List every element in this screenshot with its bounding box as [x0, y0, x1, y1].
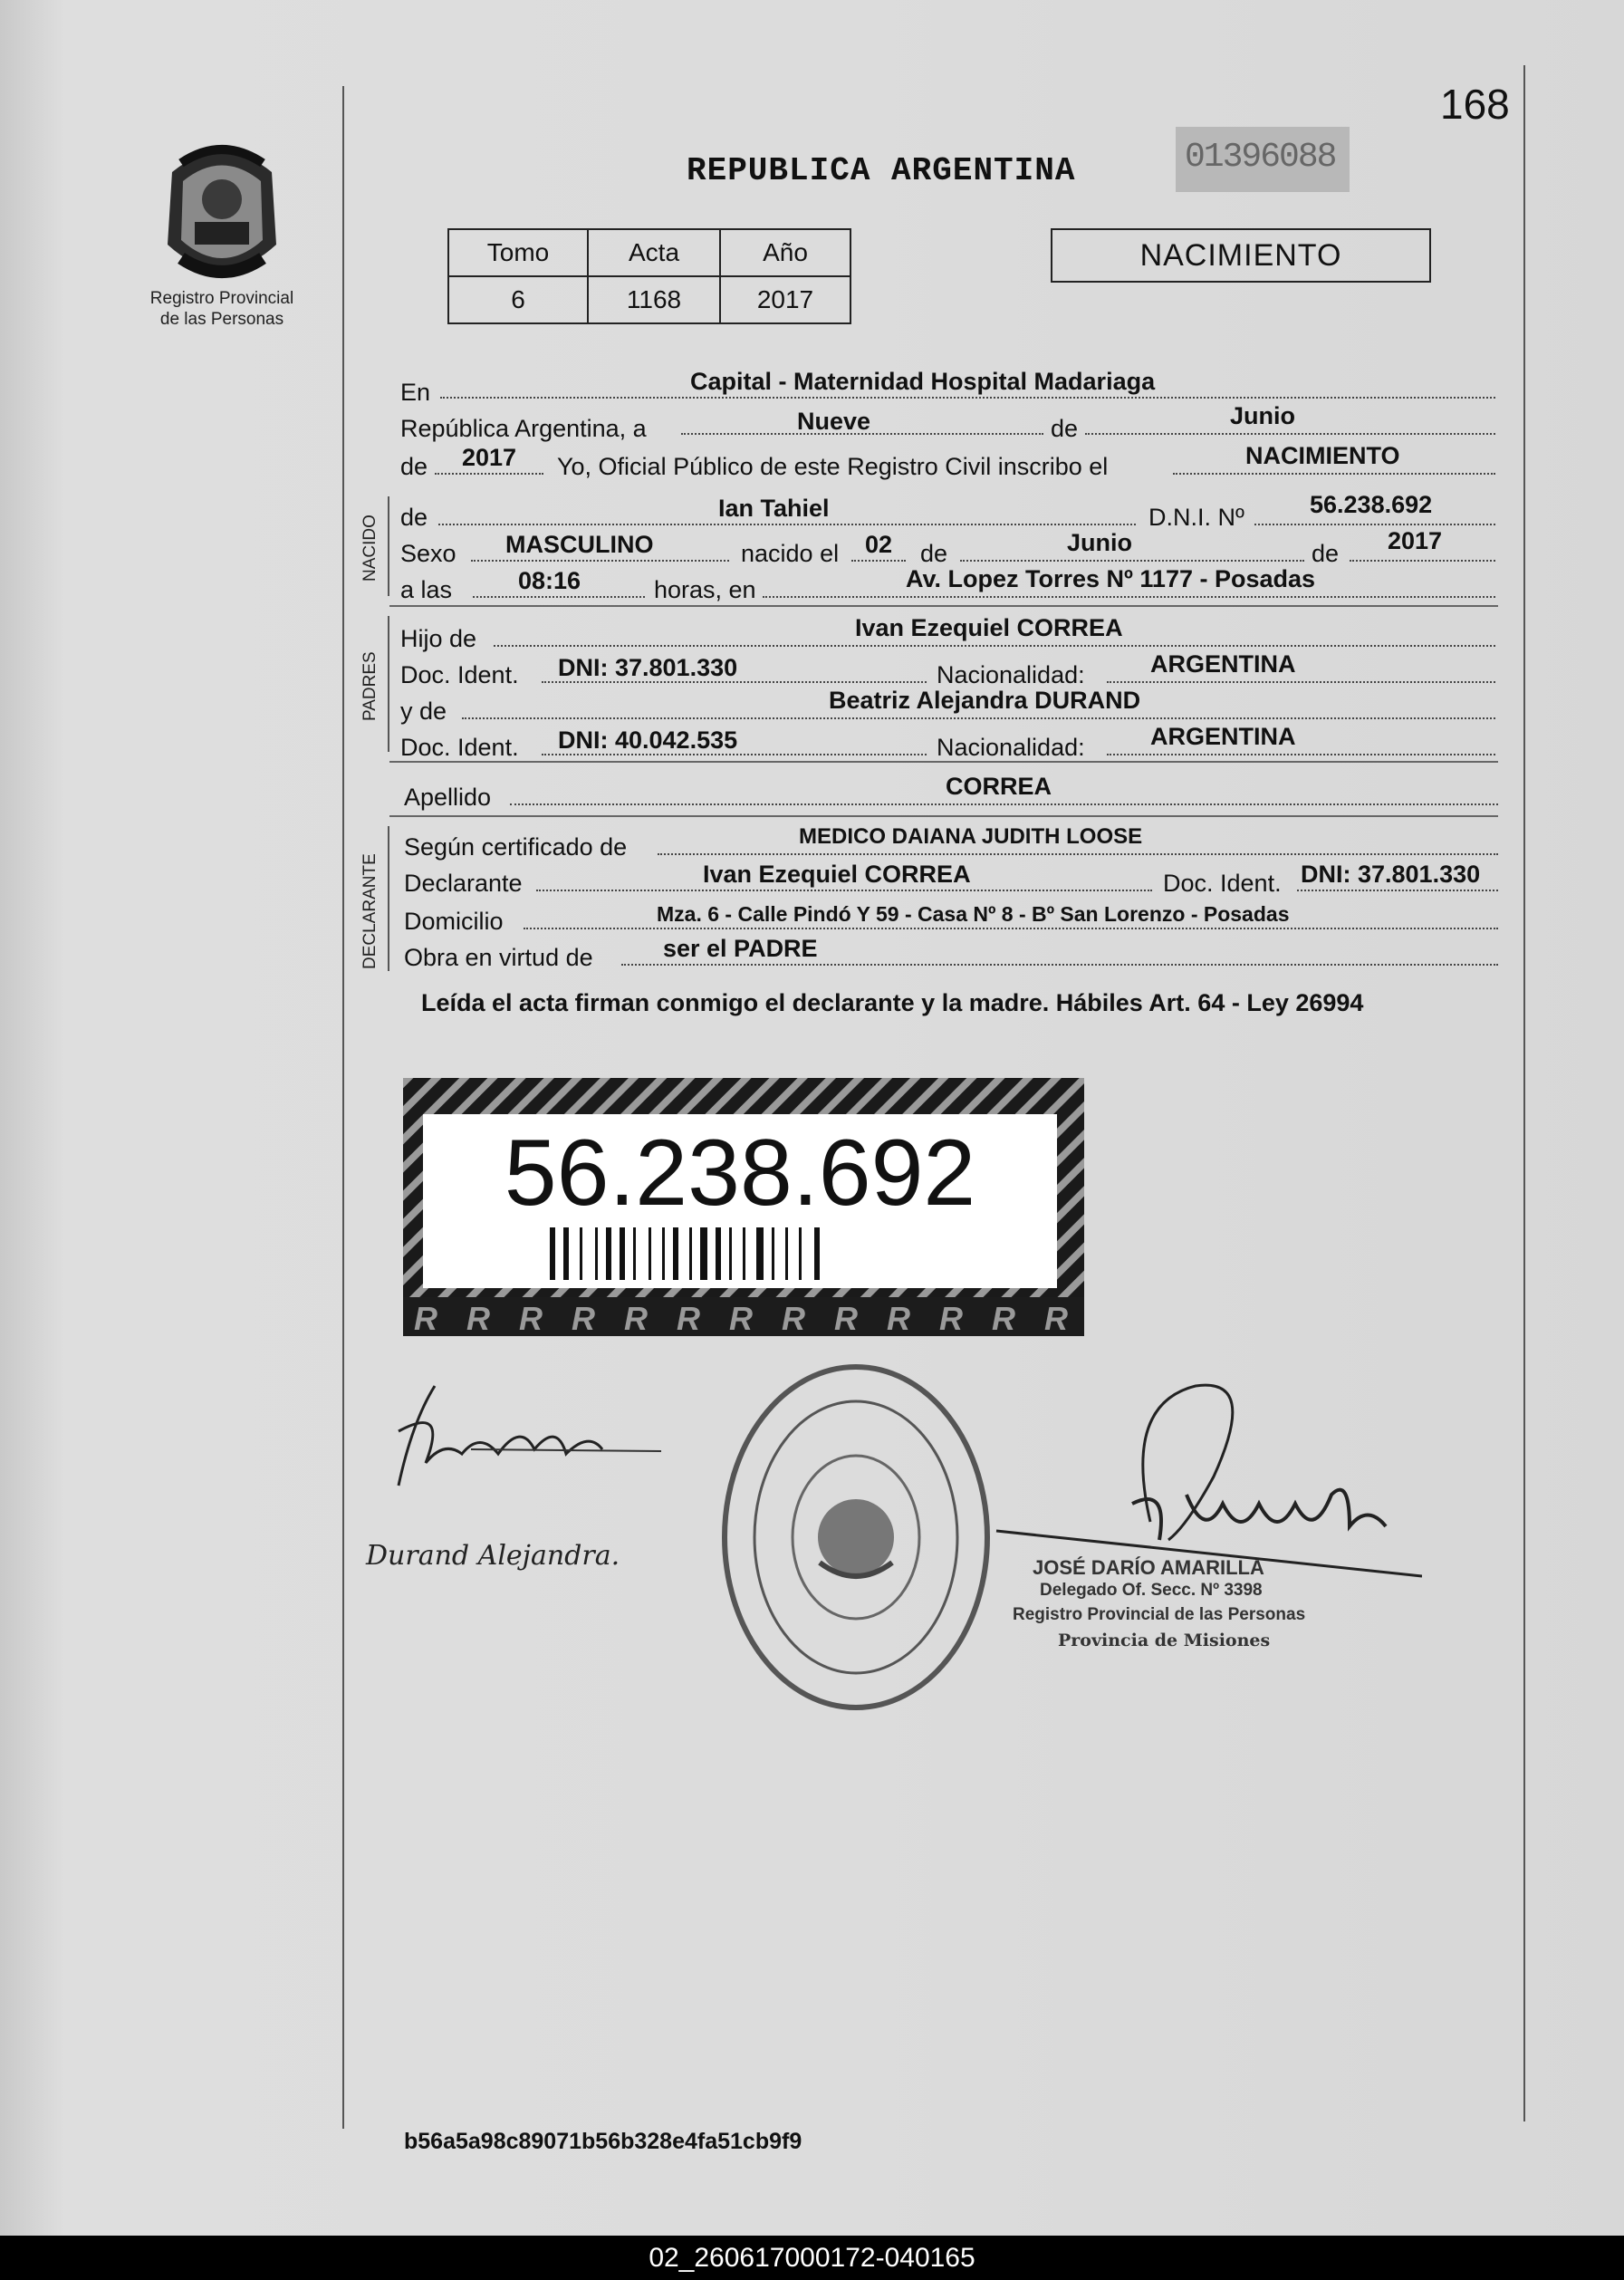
birth-day-dots: [851, 560, 906, 562]
header-tomo: Tomo: [448, 229, 588, 276]
rule-1: [389, 605, 1498, 607]
declarant-signature: [362, 1368, 743, 1504]
mother-doc: DNI: 40.042.535: [558, 726, 738, 754]
official-role: Delegado Of. Secc. Nº 3398: [1040, 1581, 1263, 1600]
barcode-bar: [743, 1227, 745, 1280]
birth-day: 02: [865, 531, 893, 558]
value-acta: 1168: [588, 276, 720, 323]
dni-label-number: 56.238.692: [504, 1121, 976, 1226]
rule-3: [389, 815, 1498, 817]
value-ano: 2017: [720, 276, 850, 323]
sexo-dots: [471, 560, 729, 562]
pattern-letter: R: [834, 1300, 858, 1336]
nacido-de-label: de: [400, 504, 428, 531]
cert-label: Según certificado de: [404, 833, 628, 861]
domicilio-dots: [524, 928, 1498, 929]
father-nac-label: Nacionalidad:: [937, 661, 1085, 688]
nacido-bar: [388, 496, 389, 596]
barcode-bar: [580, 1227, 582, 1280]
pattern-letter: R: [572, 1300, 595, 1336]
closing-text: Leída el acta firman conmigo el declarante y la madre. Hábiles Art. 64 - Ley 26994: [421, 989, 1364, 1016]
pattern-letter: R: [729, 1300, 753, 1336]
pattern-letter: R: [887, 1300, 910, 1336]
mother-nac-label: Nacionalidad:: [937, 734, 1085, 761]
mother-name: Beatriz Alejandra DURAND: [829, 687, 1141, 714]
month-dots: [1085, 433, 1495, 435]
mother-doc-label: Doc. Ident.: [400, 734, 519, 761]
republica-label: República Argentina, a: [400, 415, 647, 442]
page-number: 168: [1440, 81, 1510, 128]
father-doc-label: Doc. Ident.: [400, 661, 519, 688]
value-tomo: 6: [448, 276, 588, 323]
en-dots: [440, 397, 1495, 399]
barcode-bar: [563, 1227, 569, 1280]
birth-month-dots: [960, 560, 1304, 562]
declarante-doc: DNI: 37.801.330: [1301, 861, 1481, 888]
apellido-dots: [510, 803, 1498, 805]
mother-nationality: ARGENTINA: [1150, 723, 1296, 750]
declarante-value: Ivan Ezequiel CORREA: [703, 861, 971, 888]
cert-dots: [658, 853, 1498, 855]
official-signature: [987, 1368, 1422, 1585]
pattern-letter: R: [466, 1300, 490, 1336]
y-de-label: y de: [400, 697, 447, 725]
birth-time: 08:16: [518, 567, 581, 594]
sexo-value: MASCULINO: [505, 531, 654, 558]
apellido-label: Apellido: [404, 784, 492, 811]
header-acta: Acta: [588, 229, 720, 276]
en-label: En: [400, 379, 431, 406]
registry-seal-icon: [720, 1363, 992, 1712]
padres-bar: [388, 616, 389, 752]
pattern-letter: R: [1044, 1300, 1068, 1336]
day-value: Nueve: [797, 408, 871, 435]
oficial-text: Yo, Oficial Público de este Registro Civil inscribo el: [557, 453, 1109, 480]
barcode-bar: [756, 1227, 764, 1280]
apellido-value: CORREA: [946, 773, 1052, 800]
declarante-doc-dots: [1297, 890, 1498, 891]
barcode-bar: [799, 1227, 802, 1280]
barcode-bar: [649, 1227, 651, 1280]
year-dots: [435, 473, 543, 475]
crest-caption: Registro Provincial de las Personas: [149, 289, 294, 329]
obra-value: ser el PADRE: [663, 935, 818, 962]
cert-value: MEDICO DAIANA JUDITH LOOSE: [799, 824, 1143, 849]
rule-2: [389, 761, 1498, 763]
de1-label: de: [1051, 415, 1079, 442]
misiones-crest-icon: [154, 136, 290, 285]
document-hash: b56a5a98c89071b56b328e4fa51cb9f9: [404, 2129, 802, 2154]
de2-label: de: [400, 453, 428, 480]
dni-label-sticker: [403, 1078, 1084, 1336]
serial-number: 01396088: [1185, 138, 1336, 177]
official-name: JOSÉ DARÍO AMARILLA: [1033, 1556, 1264, 1579]
declarante-bar: [388, 826, 389, 971]
father-name: Ivan Ezequiel CORREA: [855, 614, 1123, 641]
pattern-letter: R: [519, 1300, 543, 1336]
dni-label: D.N.I. Nº: [1148, 504, 1244, 531]
left-margin-line: [342, 86, 344, 2129]
header-ano: Año: [720, 229, 850, 276]
barcode-bar: [716, 1227, 721, 1280]
official-province: Provincia de Misiones: [1058, 1631, 1271, 1650]
declarante-doc-label: Doc. Ident.: [1163, 870, 1282, 897]
birth-year-dots: [1350, 560, 1495, 562]
father-nationality: ARGENTINA: [1150, 650, 1296, 678]
pattern-letter: R: [414, 1300, 437, 1336]
mother-nat-dots: [1107, 754, 1495, 755]
year-value: 2017: [462, 444, 517, 471]
father-dots: [494, 645, 1495, 647]
barcode-bar: [606, 1227, 611, 1280]
barcode-bar: [729, 1227, 732, 1280]
child-dni-dots: [1254, 524, 1495, 525]
padres-section-label: PADRES: [360, 651, 380, 721]
pattern-letter: R: [624, 1300, 648, 1336]
birth-month: Junio: [1067, 529, 1132, 556]
official-org: Registro Provincial de las Personas: [1013, 1605, 1306, 1624]
register-table: [447, 228, 851, 324]
nacido-el-label: nacido el: [741, 540, 840, 567]
nacido-de3-label: de: [1312, 540, 1340, 567]
sexo-label: Sexo: [400, 540, 456, 567]
right-margin-line: [1523, 65, 1525, 2121]
en-value: Capital - Maternidad Hospital Madariaga: [690, 368, 1156, 395]
nacido-section-label: NACIDO: [360, 515, 380, 582]
barcode-bar: [673, 1227, 678, 1280]
barcode-bar: [620, 1227, 625, 1280]
nacido-de2-label: de: [920, 540, 948, 567]
barcode-bar: [689, 1227, 692, 1280]
barcode-bar: [785, 1227, 788, 1280]
domicilio-label: Domicilio: [404, 908, 504, 935]
obra-dots: [621, 964, 1498, 966]
child-dni: 56.238.692: [1310, 491, 1433, 518]
inscribe-dots: [1173, 473, 1495, 475]
pattern-letter: R: [677, 1300, 700, 1336]
time-dots: [473, 596, 645, 598]
obra-label: Obra en virtud de: [404, 944, 593, 971]
declarante-label: Declarante: [404, 870, 523, 897]
barcode-bar: [550, 1227, 555, 1280]
month-value: Junio: [1230, 402, 1295, 429]
child-name: Ian Tahiel: [718, 495, 830, 522]
declarante-dots: [536, 890, 1152, 891]
hijo-de-label: Hijo de: [400, 625, 477, 652]
declarant-handwritten-name: Durand Alejandra.: [366, 1540, 620, 1572]
father-nat-dots: [1107, 681, 1495, 683]
birth-year: 2017: [1388, 527, 1443, 554]
barcode-bar: [814, 1227, 820, 1280]
barcode-bar: [662, 1227, 665, 1280]
pattern-letter: R: [992, 1300, 1015, 1336]
barcode-bar: [700, 1227, 707, 1280]
child-name-dots: [438, 524, 1136, 525]
mother-dots: [462, 717, 1495, 719]
alas-label: a las: [400, 576, 453, 603]
inscribe-value: NACIMIENTO: [1245, 442, 1400, 469]
document-title: REPUBLICA ARGENTINA: [687, 152, 1076, 189]
barcode-bar: [633, 1227, 636, 1280]
birth-place: Av. Lopez Torres Nº 1177 - Posadas: [906, 565, 1316, 592]
horas-label: horas, en: [654, 576, 756, 603]
place-dots: [763, 596, 1495, 598]
barcode-bar: [595, 1227, 598, 1280]
pattern-letter: R: [939, 1300, 963, 1336]
pattern-letter: R: [782, 1300, 805, 1336]
domicilio-value: Mza. 6 - Calle Pindó Y 59 - Casa Nº 8 - Bº San Lorenzo - Posadas: [657, 902, 1290, 926]
act-type-box: NACIMIENTO: [1051, 228, 1431, 283]
declarante-section-label: DECLARANTE: [360, 853, 380, 969]
footer-id: 02_260617000172-040165: [649, 2243, 975, 2273]
father-doc: DNI: 37.801.330: [558, 654, 738, 681]
barcode-bar: [772, 1227, 774, 1280]
